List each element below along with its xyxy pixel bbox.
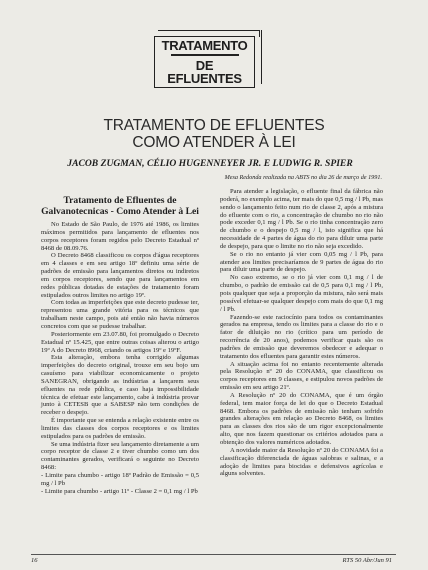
right-paragraph: Se o rio no entanto já vier com 0,05 mg / l Pb, para atender aos limites precisaríamos de 9 partes de água do rio para diluir uma parte de despejo. [220, 250, 383, 274]
page-number: 16 [31, 557, 38, 564]
article-title [60, 117, 368, 151]
article-title-line1: TRATAMENTO DE EFLUENTES [103, 117, 325, 134]
right-paragraph: Fazendo-se este raciocínio para todos os contaminantes gerados na empresa, tendo os limites para a classe do rio e o fator de diluição no rio (crítico para um período de recorrência de 20 anos), podemos verificar quais são os padrões de emissão que deveremos obedecer e adequar o tratamento dos efluentes para garantir estes números. [220, 313, 383, 360]
left-paragraph: Se uma indústria fizer seu lançamento diretamente a um corpo receptor de classe 2 e tiver chumbo como um dos contaminantes gerados, verificará o seguinte no Decreto 8468: [41, 440, 199, 472]
left-list-item: - Limite para chumbo - artigo 18º Padrão de Emissão = 0,5 mg / l Pb [41, 472, 199, 487]
section-box-shadow-side [257, 30, 262, 84]
left-paragraph: O Decreto 8468 classificou os corpos d'água receptores em 4 classes e em seu artigo 18º definiu uma série de padrões de emissão para lançamentos diretos ou indiretos em corpos receptores, sendo que para lançamentos em redes públicas dotadas de estações de tratamento foram estipulados outros limites no artigo 19º. [41, 252, 199, 299]
article-subtitle-line2: Galvanotecnicas - Como Atender à Lei [41, 206, 199, 217]
left-paragraph: Com todas as imperfeições que este decreto pudesse ter, representou uma grande vitória para os técnicos que trabalham neste campo, pois até então não havia números concretos com que se pudesse trabalhar. [41, 299, 199, 330]
right-paragraph: A Resolução nº 20 do CONAMA, que é um órgão federal, tem maior força de lei do que o Decreto Estadual 8468. Embora os padrões de emissão não tenham sofrido grandes alterações em relação ao Decreto 8468, os limites para as classes dos rios são de um rigor excepcionalmente alto, que nos fazem questionar os critérios adotados para a obtenção dos valores numéricos adotados. [220, 391, 383, 446]
article-subtitle-line1: Tratamento de Efluentes de [63, 195, 177, 206]
article-title-line2: COMO ATENDER À LEI [132, 134, 296, 151]
section-heading-box [154, 36, 255, 88]
left-paragraph: No Estado de São Paulo, de 1976 até 1986, os limites máximos permitidos para lançamento de efluentes nos corpos receptores foram regidos pelo Decreto Estadual nº 8468 de 08.09.76. [41, 221, 199, 252]
article-authors: JACOB ZUGMAN, CÉLIO HUGENNEYER JR. E LUDWIG R. SPIER [67, 158, 353, 169]
right-paragraph: A novidade maior da Resolução nº 20 do CONAMA foi a classificação diferenciada de águas salobras e salinas, e a adoção de limites para biocidas e defensivos agrícolas e alguns solventes. [220, 446, 383, 478]
journal-reference: RTS 50 Abr/Jun 91 [342, 557, 392, 564]
right-column [220, 188, 383, 478]
section-heading-line1: TRATAMENTO [161, 38, 248, 54]
right-paragraph: A situação acima foi no entanto recentemente alterada pela Resolução nº 20 do CONAMA, que classificou os corpos receptores em 9 classes, e estipulou novos padrões de emissão em seu artigo 21º. [220, 360, 383, 392]
section-heading-rule [171, 54, 239, 56]
article-subtitle [41, 195, 199, 217]
section-heading-line2: DE [195, 57, 214, 73]
right-paragraph: Para atender a legislação, o efluente final da fábrica não poderá, no exemplo acima, ter mais do que 0,5 mg / l Pb, mas sendo o lançamento feito num rio de classe 2, após a mistura do efluente com o rio, a concentração de chumbo no rio não pode exceder 0,1 mg / l Pb. Se o rio tinha concentração zero de chumbo e o despejo 0,5 mg / l, isto significa que há necessidade de 4 partes de água do rio para diluir uma parte de despejo, para que o limite no rio não seja excedido. [220, 188, 383, 250]
left-paragraph: Esta alteração, embora tenha corrigido algumas imperfeições do decreto original, trouxe em seu bojo um casuísmo para viabilizar economicamente o projeto SANEGRAN, obrigando as indústrias a lançarem seus efluentes na rede pública, e caso haja impossibilidade técnica de efetuar este lançamento, cabe à indústria provar junto à CETESB que a SABESP não tem condições de receber o despejo. [41, 354, 199, 417]
right-paragraph: No caso extremo, se o rio já vier com 0,1 mg / l de chumbo, o padrão de emissão cai de 0,5 para 0,1 mg / l Pb, pois qualquer que seja a proporção da mistura, não será mais possível efetuar-se qualquer despejo com mais do que 0,1 mg / l Pb. [220, 274, 383, 313]
footer-rule [31, 554, 396, 555]
left-column [41, 190, 199, 496]
left-list-item: - Limite para chumbo - artigo 11º - Classe 2 = 0,1 mg / l Pb [41, 487, 198, 495]
article-meeting-note: Mesa Redonda realizada na ABTS no dia 26 de março de 1991. [224, 174, 382, 181]
left-paragraph: Posteriormente em 23.07.80, foi promulgado o Decreto Estadual nº 15.425, que entre outras coisas alterou o artigo 19º A do Decreto 8968, criando os artigos 19º e 19ºF. [41, 330, 199, 354]
section-heading-line3: EFLUENTES [167, 70, 242, 86]
left-paragraph: É importante que se entenda a relação existente entre os limites das classes dos corpos receptores e os limites estipulados para os padrões de emissão. [41, 417, 199, 440]
